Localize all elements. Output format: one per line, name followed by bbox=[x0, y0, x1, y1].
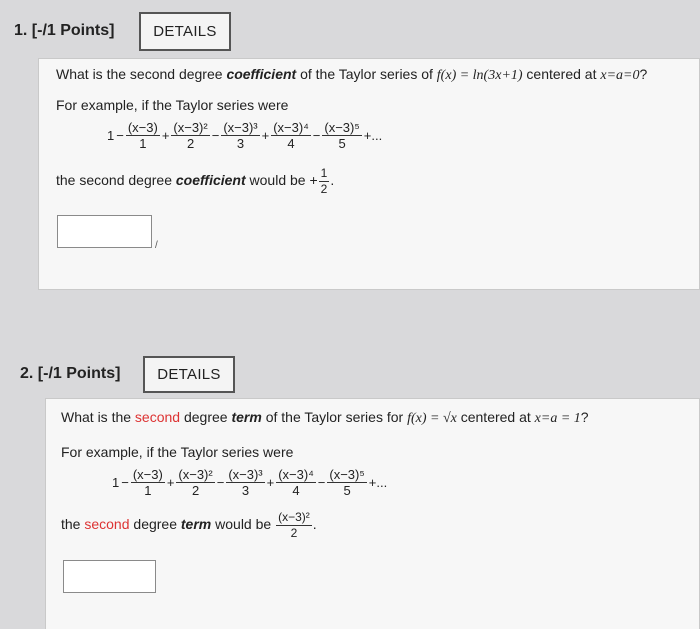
question-2-header bbox=[20, 365, 120, 383]
question-2-title: 2. [-/1 Points] bbox=[20, 365, 121, 382]
series-term-numerator: (x−3) bbox=[127, 120, 158, 135]
question-1-answer-input[interactable] bbox=[57, 215, 152, 248]
coefficient-keyword: coefficient bbox=[226, 66, 297, 82]
term-keyword: term bbox=[231, 409, 262, 425]
center-expression: x=a = 1 bbox=[534, 411, 581, 426]
series-term-fraction bbox=[171, 120, 209, 151]
hint-fraction: $\frac{\text{(x−3)²}}{2}$ bbox=[278, 510, 310, 540]
series-leading-term: 1 bbox=[107, 128, 115, 143]
question-1-header bbox=[14, 22, 114, 40]
series-sign: − bbox=[312, 128, 321, 143]
series-term-fraction bbox=[226, 467, 264, 498]
center-expression: x=a=0 bbox=[600, 68, 640, 83]
series-sign: − bbox=[317, 475, 326, 490]
series-term-numerator: (x−3)² bbox=[178, 467, 213, 482]
series-term-numerator: (x−3)³ bbox=[223, 120, 258, 135]
series-leading-term: 1 bbox=[112, 475, 120, 490]
series-sign: − bbox=[216, 475, 225, 490]
series-term-numerator: (x−3)⁴ bbox=[278, 467, 314, 482]
function-expression: f(x) = ln(3x+1) bbox=[436, 68, 523, 83]
series-sign: + bbox=[166, 475, 175, 490]
question-1-taylor-series bbox=[106, 120, 383, 151]
input-resize-mark: / bbox=[155, 240, 158, 251]
series-term-fraction bbox=[271, 120, 311, 151]
question-2-example-intro: For example, if the Taylor series were bbox=[61, 444, 294, 460]
series-term-fraction bbox=[221, 120, 259, 151]
series-sign: + bbox=[261, 128, 270, 143]
series-sign: + bbox=[266, 475, 275, 490]
series-term-numerator: (x−3)⁵ bbox=[324, 120, 360, 135]
series-term-denominator: 3 bbox=[236, 136, 245, 151]
series-term-fraction bbox=[322, 120, 361, 151]
series-term-denominator: 4 bbox=[292, 483, 300, 498]
series-term-denominator: 1 bbox=[139, 136, 147, 151]
series-sign: + bbox=[161, 128, 170, 143]
series-term-numerator: (x−3)⁵ bbox=[329, 467, 365, 482]
question-1-answer-hint: the second degree coefficient would be + $\frac{1}{2}$ . bbox=[56, 166, 335, 196]
question-2-answer-input[interactable] bbox=[63, 560, 156, 593]
series-term-denominator: 5 bbox=[343, 483, 351, 498]
question-1-prompt: What is the second degree coefficient of the Taylor series of f(x) = ln(3x+1) centered at x=a=0? bbox=[56, 66, 648, 83]
series-term-fraction bbox=[176, 467, 214, 498]
series-sign: − bbox=[121, 475, 129, 490]
series-term-denominator: 2 bbox=[186, 136, 195, 151]
series-tail: +... bbox=[368, 475, 388, 490]
question-2-answer-hint: the second degree term would be $\frac{\text{(x−3)²}}{2}$ . bbox=[61, 510, 317, 540]
function-expression: f(x) = √x bbox=[407, 411, 457, 426]
series-term-fraction bbox=[126, 120, 160, 151]
series-term-numerator: (x−3)³ bbox=[228, 467, 263, 482]
hint-fraction: $\frac{1}{2}$ bbox=[320, 166, 328, 196]
series-term-denominator: 3 bbox=[241, 483, 250, 498]
series-term-numerator: (x−3) bbox=[132, 467, 163, 482]
question-1-example-intro: For example, if the Taylor series were bbox=[56, 97, 289, 113]
series-term-fraction bbox=[327, 467, 366, 498]
series-sign: − bbox=[116, 128, 124, 143]
series-term-denominator: 2 bbox=[191, 483, 200, 498]
question-1-details-button[interactable]: DETAILS bbox=[139, 12, 231, 51]
second-keyword: second bbox=[134, 409, 181, 425]
question-2-prompt: What is the second degree term of the Taylor series for f(x) = √x centered at x=a = 1? bbox=[61, 409, 589, 426]
question-2-taylor-series bbox=[111, 467, 388, 498]
series-term-fraction bbox=[276, 467, 316, 498]
series-term-denominator: 1 bbox=[144, 483, 152, 498]
question-1-title: 1. [-/1 Points] bbox=[14, 22, 115, 39]
series-term-numerator: (x−3)⁴ bbox=[273, 120, 309, 135]
series-term-numerator: (x−3)² bbox=[173, 120, 208, 135]
series-term-denominator: 5 bbox=[338, 136, 346, 151]
series-term-denominator: 4 bbox=[287, 136, 295, 151]
series-sign: − bbox=[211, 128, 220, 143]
series-tail: +... bbox=[363, 128, 383, 143]
question-2-details-button[interactable]: DETAILS bbox=[143, 356, 235, 393]
series-term-fraction bbox=[131, 467, 165, 498]
